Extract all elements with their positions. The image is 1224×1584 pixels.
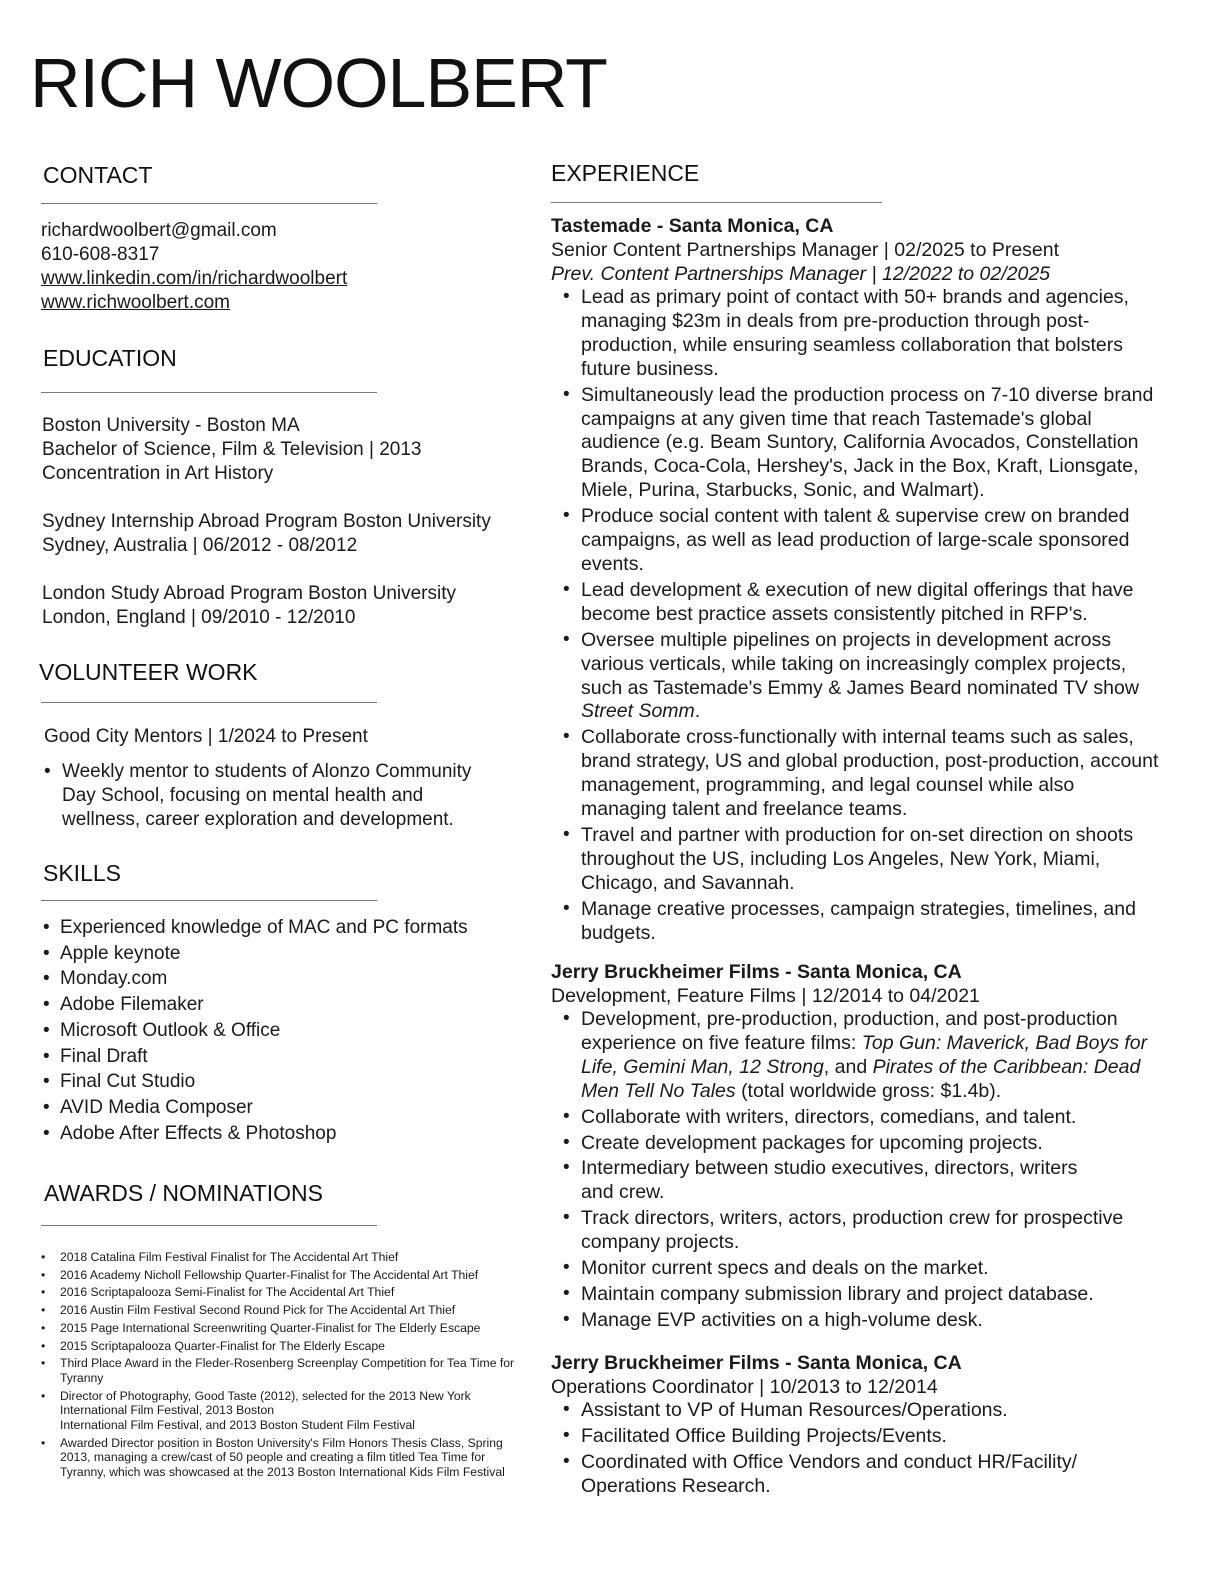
education-block [42,414,491,630]
skills-list [41,915,511,1146]
skill-item: • Microsoft Outlook & Office [41,1018,511,1044]
volunteer-list [42,760,487,832]
job-bullets [551,1008,1151,1333]
films-post: (total worldwide gross: $1.4b). [741,1079,1002,1102]
job-bullets [551,1399,1111,1499]
skills-heading: SKILLS [43,860,121,886]
skill-item: • Adobe Filemaker [41,992,511,1018]
experience-heading: EXPERIENCE [551,160,700,186]
candidate-name: RICH WOOLBERT [30,44,607,122]
job-bullet: • Monitor current specs and deals on the market. [551,1257,1151,1281]
volunteer-bullet: • Weekly mentor to students of Alonzo Community Day School, focusing on mental health and wellness, career exploration and development. [42,760,487,832]
job-company: Jerry Bruckheimer Films - Santa Monica, CA [551,1352,962,1374]
contact-divider [41,203,377,204]
skill-item: • Final Draft [41,1044,511,1070]
job-bullet: • Travel and partner with production for on-set direction on shoots throughout the US, including Los Angeles, New York, Miami, Chicago, and Savannah. [551,824,1161,896]
award-item: • 2018 Catalina Film Festival Finalist for The Accidental Art Thief [39,1250,524,1265]
award-item: • 2016 Scriptapalooza Semi-Finalist for The Accidental Art Thief [39,1285,524,1300]
awards-list [39,1250,524,1483]
job-bullet: • Collaborate cross-functionally with internal teams such as sales, brand strategy, US and global production, post-production, account management, programming, and legal counsel while also managing talent and freelance teams. [551,726,1161,822]
contact-email: richardwoolbert@gmail.com [41,220,277,241]
job-role: Development, Feature Films | 12/2014 to 04/2021 [551,985,980,1007]
education-concentration: Concentration in Art History [42,463,274,484]
linkedin-link[interactable]: www.linkedin.com/in/richardwoolbert [41,268,348,289]
award-dop-line: • Director of Photography, Good Taste (2012), selected for the 2013 New York International Film Festival, 2013 Boston [60,1388,471,1418]
job-bullet [551,1008,1151,1104]
award-item: • 2016 Austin Film Festival Second Round Pick for The Accidental Art Thief [39,1303,524,1318]
job-bullet: • Manage EVP activities on a high-volume desk. [551,1309,1151,1333]
job-bullet: • Assistant to VP of Human Resources/Operations. [551,1399,1111,1423]
education-london-program: London Study Abroad Program Boston University [42,583,457,604]
skill-item: • AVID Media Composer [41,1095,511,1121]
job-bullets [551,286,1161,945]
skill-item: • Adobe After Effects & Photoshop [41,1121,511,1147]
volunteer-divider [41,702,377,703]
job-role: Operations Coordinator | 10/2013 to 12/2014 [551,1376,938,1398]
job-bullet: • Lead development & execution of new digital offerings that have become best practice assets consistently pitched in RFP's. [551,579,1161,627]
award-item: • 2016 Academy Nicholl Fellowship Quarter-Finalist for The Accidental Art Thief [39,1268,524,1283]
oversee-text: Oversee multiple pipelines on projects in development across various verticals, while taking on increasingly complex projects, such as Tastemade's Emmy & James Beard nominated TV show [581,628,1139,699]
job-bullet [551,629,1161,725]
education-london-dates: London, England | 09/2010 - 12/2010 [42,607,356,628]
job-bullet: • Produce social content with talent & supervise crew on branded campaigns, as well as lead production of large-scale sponsored events. [551,505,1161,577]
contact-phone: 610-608-8317 [41,244,160,265]
job-bullet: • Coordinated with Office Vendors and conduct HR/Facility/ Operations Research. [551,1451,1111,1499]
education-school: Boston University - Boston MA [42,415,300,436]
job-tastemade [551,214,1161,947]
education-degree: Bachelor of Science, Film & Television | 2013 [42,439,422,460]
job-bruckheimer-operations [551,1351,1111,1501]
education-sydney-dates: Sydney, Australia | 06/2012 - 08/2012 [42,535,358,556]
intermediary-line: • Intermediary between studio executives, directors, writers [581,1157,1078,1180]
job-bullet: • Collaborate with writers, directors, comedians, and talent. [551,1106,1151,1130]
volunteer-heading: VOLUNTEER WORK [39,659,258,685]
volunteer-org: Good City Mentors | 1/2024 to Present [44,726,368,747]
job-bullet: • Facilitated Office Building Projects/Events. [551,1425,1111,1449]
job-role: Senior Content Partnerships Manager | 02/2025 to Present [551,239,1060,261]
award-item: • 2015 Scriptapalooza Quarter-Finalist for The Elderly Escape [39,1339,524,1354]
awards-divider [41,1225,377,1226]
job-company: Jerry Bruckheimer Films - Santa Monica, CA [551,961,962,983]
job-bullet: • Manage creative processes, campaign strategies, timelines, and budgets. [551,898,1161,946]
job-previous-role: Prev. Content Partnerships Manager | 12/2022 to 02/2025 [551,263,1051,285]
skill-item: • Apple keynote [41,941,511,967]
job-bullet: • Maintain company submission library and project database. [551,1283,1151,1307]
skill-item: • Final Cut Studio [41,1069,511,1095]
job-bullet: • Simultaneously lead the production process on 7-10 diverse brand campaigns at any given time that reach Tastemade's global audience (e.g. Beam Suntory, California Avocados, Constellation Brands, Coca-Cola, Hershey's, Jack in the Box, Kraft, Lionsgate, Miele, Purina, Starbucks, Sonic, and Walmart). [551,384,1161,504]
job-bullet: • Lead as primary point of contact with 50+ brands and agencies, managing $23m in deals from pre-production through post-production, while ensuring seamless collaboration that bolsters future business. [551,286,1161,382]
awards-heading: AWARDS / NOMINATIONS [44,1180,323,1206]
films-and: , and [823,1055,868,1078]
contact-block [41,219,347,315]
award-item: • Awarded Director position in Boston University's Film Honors Thesis Class, Spring 2013, managing a crew/cast of 50 people and creating a film titled Tea Time for Tyranny, which was showcased at the 2013 Boston International Kids Film Festival [39,1436,524,1480]
education-heading: EDUCATION [43,345,177,371]
job-bullet: • Create development packages for upcoming projects. [551,1132,1151,1156]
job-bruckheimer-development [551,960,1151,1335]
award-dop-continuation: International Film Festival, and 2013 Boston Student Film Festival [60,1418,415,1433]
films-pre: Development, pre-production, production, and post-production experience on five feature films: [581,1008,1118,1054]
intermediary-continuation: and crew. [581,1181,665,1204]
skill-item: • Experienced knowledge of MAC and PC formats [41,915,511,941]
job-bullet: • Track directors, writers, actors, production crew for prospective company projects. [551,1207,1151,1255]
experience-divider [551,202,882,203]
oversee-show-title: Street Somm [581,700,695,723]
job-bullet [551,1157,1151,1205]
oversee-end: . [694,700,701,723]
job-company: Tastemade - Santa Monica, CA [551,215,834,237]
films-titles: Top Gun: Maverick, Bad Boys for Life, Gemini Man, 12 Strong [581,1031,1148,1078]
films-pirates: Pirates of the Caribbean: Dead Men Tell No Tales [581,1055,1141,1102]
education-sydney-program: Sydney Internship Abroad Program Boston University [42,511,491,532]
skill-item: • Monday.com [41,966,511,992]
education-divider [41,392,377,393]
skills-divider [41,900,377,901]
award-item: • Third Place Award in the Fleder-Rosenberg Screenplay Competition for Tea Time for Tyranny [39,1356,524,1385]
award-item [39,1389,524,1433]
contact-heading: CONTACT [43,162,153,188]
website-link[interactable]: www.richwoolbert.com [41,292,230,313]
award-item: • 2015 Page International Screenwriting Quarter-Finalist for The Elderly Escape [39,1321,524,1336]
